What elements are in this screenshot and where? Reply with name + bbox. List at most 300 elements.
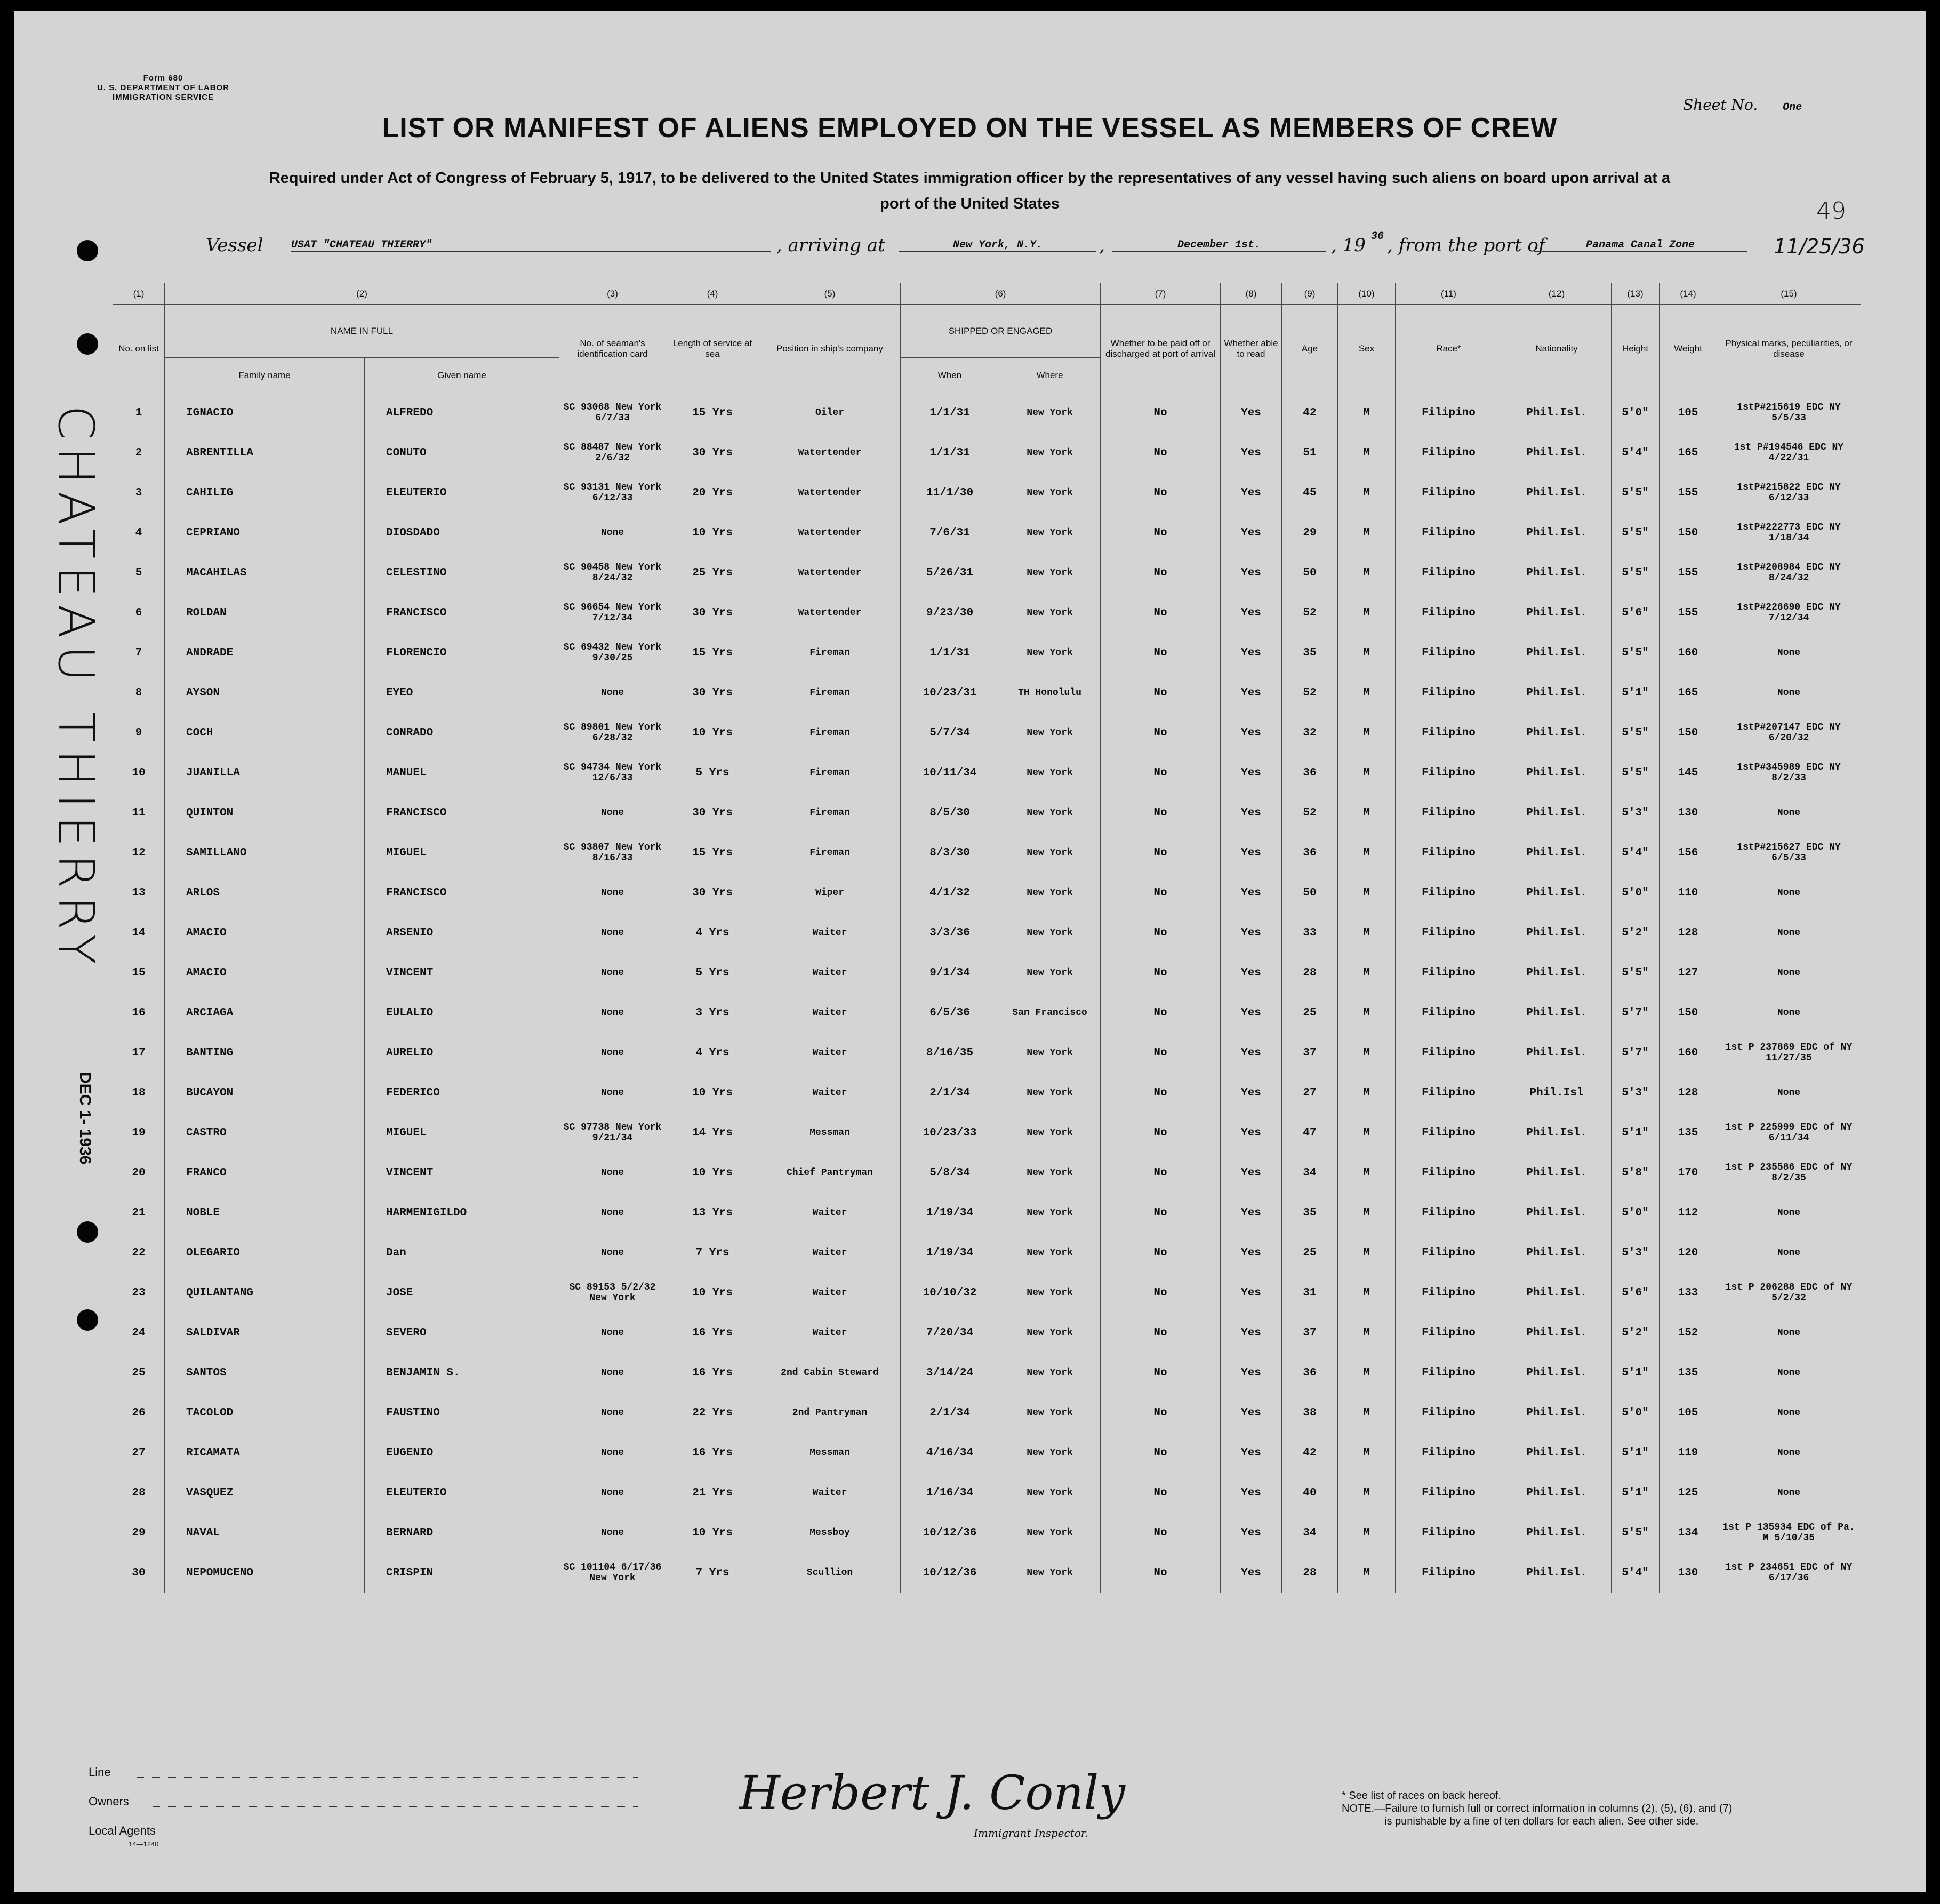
age-cell: 35 bbox=[1282, 1193, 1338, 1233]
subtitle-line-2: port of the United States bbox=[880, 195, 1060, 212]
note-failure: NOTE.—Failure to furnish full or correct information in columns (2), (5), (6), and (7) bbox=[1342, 1803, 1733, 1814]
paid-off-cell: No bbox=[1101, 1473, 1221, 1513]
shipped-when-cell: 6/5/36 bbox=[901, 993, 999, 1033]
age-cell: 37 bbox=[1282, 1033, 1338, 1073]
given-name-cell: AURELIO bbox=[365, 1033, 559, 1073]
race-cell: Filipino bbox=[1396, 1313, 1502, 1353]
col-number: (9) bbox=[1282, 283, 1338, 305]
year-value: 36 bbox=[1371, 230, 1384, 243]
race-cell: Filipino bbox=[1396, 1233, 1502, 1273]
sheet-value: One bbox=[1773, 101, 1811, 114]
sex-cell: M bbox=[1338, 673, 1396, 713]
physical-marks-cell: 1stP#222773 EDC NY 1/18/34 bbox=[1717, 513, 1861, 553]
position-cell: Waiter bbox=[759, 913, 901, 953]
shipped-when-cell: 2/1/34 bbox=[901, 1073, 999, 1113]
given-name-cell: ELEUTERIO bbox=[365, 1473, 559, 1513]
age-cell: 31 bbox=[1282, 1273, 1338, 1313]
col-number: (4) bbox=[666, 283, 759, 305]
able-to-read-cell: Yes bbox=[1221, 993, 1282, 1033]
position-cell: Waiter bbox=[759, 1233, 901, 1273]
paid-off-cell: No bbox=[1101, 1393, 1221, 1433]
paid-off-cell: No bbox=[1101, 793, 1221, 833]
shipped-where-cell: New York bbox=[999, 1273, 1101, 1313]
header-length-service: Length of service at sea bbox=[666, 305, 759, 393]
nationality-cell: Phil.Isl. bbox=[1502, 1473, 1612, 1513]
header-name-in-full: NAME IN FULL bbox=[165, 305, 559, 358]
shipped-where-cell: New York bbox=[999, 833, 1101, 873]
family-name-cell: BANTING bbox=[165, 1033, 365, 1073]
age-cell: 38 bbox=[1282, 1393, 1338, 1433]
nationality-cell: Phil.Isl. bbox=[1502, 593, 1612, 633]
service-length-cell: 30 Yrs bbox=[666, 593, 759, 633]
physical-marks-cell: 1st P 237869 EDC of NY 11/27/35 bbox=[1717, 1033, 1861, 1073]
given-name-cell: CONRADO bbox=[365, 713, 559, 753]
shipped-when-cell: 11/1/30 bbox=[901, 473, 999, 513]
given-name-cell: FRANCISCO bbox=[365, 793, 559, 833]
sex-cell: M bbox=[1338, 1033, 1396, 1073]
service-length-cell: 10 Yrs bbox=[666, 513, 759, 553]
table-row bbox=[113, 1273, 1861, 1313]
position-cell: 2nd Cabin Steward bbox=[759, 1353, 901, 1393]
given-name-cell: CONUTO bbox=[365, 433, 559, 473]
given-name-cell: VINCENT bbox=[365, 1153, 559, 1193]
shipped-when-cell: 9/23/30 bbox=[901, 593, 999, 633]
sex-cell: M bbox=[1338, 1433, 1396, 1473]
family-name-cell: AMACIO bbox=[165, 913, 365, 953]
shipped-where-cell: New York bbox=[999, 873, 1101, 913]
col-number: (1) bbox=[113, 283, 165, 305]
vessel-value: USAT "CHATEAU THIERRY" bbox=[291, 239, 771, 252]
sex-cell: M bbox=[1338, 473, 1396, 513]
weight-cell: 150 bbox=[1660, 513, 1717, 553]
paid-off-cell: No bbox=[1101, 553, 1221, 593]
able-to-read-cell: Yes bbox=[1221, 1033, 1282, 1073]
given-name-cell: EUGENIO bbox=[365, 1433, 559, 1473]
row-number-cell: 21 bbox=[113, 1193, 165, 1233]
departure-port: Panama Canal Zone bbox=[1534, 239, 1747, 252]
race-cell: Filipino bbox=[1396, 633, 1502, 673]
shipped-when-cell: 5/7/34 bbox=[901, 713, 999, 753]
sex-cell: M bbox=[1338, 1193, 1396, 1233]
table-row bbox=[113, 713, 1861, 753]
table-row bbox=[113, 673, 1861, 713]
weight-cell: 152 bbox=[1660, 1313, 1717, 1353]
position-cell: Fireman bbox=[759, 753, 901, 793]
table-row bbox=[113, 1473, 1861, 1513]
header-race: Race* bbox=[1396, 305, 1502, 393]
given-name-cell: CRISPIN bbox=[365, 1553, 559, 1593]
row-number-cell: 4 bbox=[113, 513, 165, 553]
family-name-cell: CASTRO bbox=[165, 1113, 365, 1153]
able-to-read-cell: Yes bbox=[1221, 433, 1282, 473]
height-cell: 5'0" bbox=[1612, 873, 1660, 913]
race-cell: Filipino bbox=[1396, 1353, 1502, 1393]
race-cell: Filipino bbox=[1396, 1433, 1502, 1473]
able-to-read-cell: Yes bbox=[1221, 473, 1282, 513]
table-row bbox=[113, 1513, 1861, 1553]
sex-cell: M bbox=[1338, 633, 1396, 673]
able-to-read-cell: Yes bbox=[1221, 793, 1282, 833]
header-paid-off: Whether to be paid off or discharged at port of arrival bbox=[1101, 305, 1221, 393]
header-family-name: Family name bbox=[165, 358, 365, 393]
weight-cell: 170 bbox=[1660, 1153, 1717, 1193]
service-length-cell: 5 Yrs bbox=[666, 953, 759, 993]
given-name-cell: FRANCISCO bbox=[365, 873, 559, 913]
shipped-where-cell: New York bbox=[999, 393, 1101, 433]
age-cell: 28 bbox=[1282, 1553, 1338, 1593]
punch-hole bbox=[77, 1221, 98, 1243]
weight-cell: 155 bbox=[1660, 473, 1717, 513]
seaman-card-cell: None bbox=[559, 993, 666, 1033]
shipped-when-cell: 5/26/31 bbox=[901, 553, 999, 593]
sex-cell: M bbox=[1338, 1353, 1396, 1393]
nationality-cell: Phil.Isl. bbox=[1502, 1153, 1612, 1193]
height-cell: 5'5" bbox=[1612, 953, 1660, 993]
able-to-read-cell: Yes bbox=[1221, 753, 1282, 793]
nationality-cell: Phil.Isl. bbox=[1502, 953, 1612, 993]
service-length-cell: 10 Yrs bbox=[666, 1153, 759, 1193]
arrival-date: December 1st. bbox=[1112, 239, 1326, 252]
given-name-cell: ALFREDO bbox=[365, 393, 559, 433]
shipped-where-cell: New York bbox=[999, 1353, 1101, 1393]
seaman-card-cell: None bbox=[559, 873, 666, 913]
paid-off-cell: No bbox=[1101, 473, 1221, 513]
shipped-when-cell: 10/12/36 bbox=[901, 1553, 999, 1593]
paid-off-cell: No bbox=[1101, 833, 1221, 873]
header-sex: Sex bbox=[1338, 305, 1396, 393]
row-number-cell: 5 bbox=[113, 553, 165, 593]
family-name-cell: SAMILLANO bbox=[165, 833, 365, 873]
family-name-cell: COCH bbox=[165, 713, 365, 753]
header-position: Position in ship's company bbox=[759, 305, 901, 393]
shipped-when-cell: 10/12/36 bbox=[901, 1513, 999, 1553]
col-number: (7) bbox=[1101, 283, 1221, 305]
physical-marks-cell: 1stP#207147 EDC NY 6/20/32 bbox=[1717, 713, 1861, 753]
shipped-when-cell: 8/16/35 bbox=[901, 1033, 999, 1073]
weight-cell: 160 bbox=[1660, 633, 1717, 673]
height-cell: 5'4" bbox=[1612, 833, 1660, 873]
weight-cell: 130 bbox=[1660, 1553, 1717, 1593]
race-cell: Filipino bbox=[1396, 993, 1502, 1033]
weight-cell: 150 bbox=[1660, 713, 1717, 753]
height-cell: 5'4" bbox=[1612, 433, 1660, 473]
race-cell: Filipino bbox=[1396, 753, 1502, 793]
family-name-cell: ARLOS bbox=[165, 873, 365, 913]
row-number-cell: 24 bbox=[113, 1313, 165, 1353]
position-cell: Watertender bbox=[759, 513, 901, 553]
document-subtitle bbox=[78, 165, 1862, 217]
department-name: U. S. DEPARTMENT OF LABOR bbox=[97, 83, 230, 92]
position-cell: Waiter bbox=[759, 1313, 901, 1353]
height-cell: 5'3" bbox=[1612, 793, 1660, 833]
able-to-read-cell: Yes bbox=[1221, 1433, 1282, 1473]
physical-marks-cell: 1stP#215822 EDC NY 6/12/33 bbox=[1717, 473, 1861, 513]
header-no-on-list: No. on list bbox=[113, 305, 165, 393]
table-row bbox=[113, 833, 1861, 873]
physical-marks-cell: 1stP#345989 EDC NY 8/2/33 bbox=[1717, 753, 1861, 793]
column-number-row bbox=[113, 283, 1861, 305]
height-cell: 5'5" bbox=[1612, 473, 1660, 513]
given-name-cell: BENJAMIN S. bbox=[365, 1353, 559, 1393]
table-row bbox=[113, 593, 1861, 633]
physical-marks-cell: None bbox=[1717, 793, 1861, 833]
family-name-cell: ARCIAGA bbox=[165, 993, 365, 1033]
physical-marks-cell: 1st P 235586 EDC of NY 8/2/35 bbox=[1717, 1153, 1861, 1193]
nationality-cell: Phil.Isl. bbox=[1502, 433, 1612, 473]
table-row bbox=[113, 1353, 1861, 1393]
sex-cell: M bbox=[1338, 1513, 1396, 1553]
shipped-where-cell: New York bbox=[999, 713, 1101, 753]
nationality-cell: Phil.Isl. bbox=[1502, 713, 1612, 753]
service-length-cell: 7 Yrs bbox=[666, 1233, 759, 1273]
paid-off-cell: No bbox=[1101, 393, 1221, 433]
header-age: Age bbox=[1282, 305, 1338, 393]
paid-off-cell: No bbox=[1101, 1153, 1221, 1193]
shipped-when-cell: 1/1/31 bbox=[901, 433, 999, 473]
sex-cell: M bbox=[1338, 913, 1396, 953]
race-cell: Filipino bbox=[1396, 1193, 1502, 1233]
nationality-cell: Phil.Isl. bbox=[1502, 633, 1612, 673]
position-cell: Waiter bbox=[759, 1273, 901, 1313]
race-cell: Filipino bbox=[1396, 1513, 1502, 1553]
height-cell: 5'6" bbox=[1612, 1273, 1660, 1313]
seaman-card-cell: None bbox=[559, 1513, 666, 1553]
paid-off-cell: No bbox=[1101, 1513, 1221, 1553]
footer-notes bbox=[1342, 1789, 1886, 1828]
service-length-cell: 30 Yrs bbox=[666, 433, 759, 473]
paid-off-cell: No bbox=[1101, 1113, 1221, 1153]
col-number: (13) bbox=[1612, 283, 1660, 305]
able-to-read-cell: Yes bbox=[1221, 1313, 1282, 1353]
weight-cell: 128 bbox=[1660, 1073, 1717, 1113]
shipped-where-cell: New York bbox=[999, 553, 1101, 593]
shipped-when-cell: 7/6/31 bbox=[901, 513, 999, 553]
table-row bbox=[113, 753, 1861, 793]
race-cell: Filipino bbox=[1396, 1393, 1502, 1433]
row-number-cell: 7 bbox=[113, 633, 165, 673]
row-number-cell: 6 bbox=[113, 593, 165, 633]
able-to-read-cell: Yes bbox=[1221, 1553, 1282, 1593]
vessel-label: Vessel bbox=[206, 235, 263, 256]
age-cell: 42 bbox=[1282, 1433, 1338, 1473]
family-name-cell: JUANILLA bbox=[165, 753, 365, 793]
shipped-when-cell: 1/1/31 bbox=[901, 393, 999, 433]
weight-cell: 120 bbox=[1660, 1233, 1717, 1273]
family-name-cell: ANDRADE bbox=[165, 633, 365, 673]
height-cell: 5'8" bbox=[1612, 1153, 1660, 1193]
shipped-where-cell: TH Honolulu bbox=[999, 673, 1101, 713]
able-to-read-cell: Yes bbox=[1221, 1353, 1282, 1393]
physical-marks-cell: None bbox=[1717, 1073, 1861, 1113]
able-to-read-cell: Yes bbox=[1221, 1113, 1282, 1153]
shipped-where-cell: New York bbox=[999, 953, 1101, 993]
service-length-cell: 15 Yrs bbox=[666, 833, 759, 873]
shipped-where-cell: New York bbox=[999, 1033, 1101, 1073]
table-row bbox=[113, 1233, 1861, 1273]
shipped-where-cell: New York bbox=[999, 1553, 1101, 1593]
row-number-cell: 3 bbox=[113, 473, 165, 513]
given-name-cell: FLORENCIO bbox=[365, 633, 559, 673]
physical-marks-cell: None bbox=[1717, 1433, 1861, 1473]
physical-marks-cell: None bbox=[1717, 993, 1861, 1033]
family-name-cell: QUILANTANG bbox=[165, 1273, 365, 1313]
nationality-cell: Phil.Isl. bbox=[1502, 513, 1612, 553]
row-number-cell: 13 bbox=[113, 873, 165, 913]
shipped-where-cell: New York bbox=[999, 913, 1101, 953]
paid-off-cell: No bbox=[1101, 1073, 1221, 1113]
race-cell: Filipino bbox=[1396, 1553, 1502, 1593]
sex-cell: M bbox=[1338, 1233, 1396, 1273]
sex-cell: M bbox=[1338, 1473, 1396, 1513]
service-length-cell: 3 Yrs bbox=[666, 993, 759, 1033]
race-cell: Filipino bbox=[1396, 1473, 1502, 1513]
seaman-card-cell: None bbox=[559, 913, 666, 953]
position-cell: Waiter bbox=[759, 1033, 901, 1073]
height-cell: 5'5" bbox=[1612, 513, 1660, 553]
age-cell: 47 bbox=[1282, 1113, 1338, 1153]
nationality-cell: Phil.Isl. bbox=[1502, 793, 1612, 833]
service-length-cell: 7 Yrs bbox=[666, 1553, 759, 1593]
able-to-read-cell: Yes bbox=[1221, 593, 1282, 633]
table-row bbox=[113, 473, 1861, 513]
shipped-where-cell: New York bbox=[999, 513, 1101, 553]
family-name-cell: ABRENTILLA bbox=[165, 433, 365, 473]
service-length-cell: 20 Yrs bbox=[666, 473, 759, 513]
col-number: (5) bbox=[759, 283, 901, 305]
age-cell: 34 bbox=[1282, 1513, 1338, 1553]
age-cell: 32 bbox=[1282, 713, 1338, 753]
weight-cell: 145 bbox=[1660, 753, 1717, 793]
shipped-where-cell: San Francisco bbox=[999, 993, 1101, 1033]
nationality-cell: Phil.Isl. bbox=[1502, 1313, 1612, 1353]
able-to-read-cell: Yes bbox=[1221, 1513, 1282, 1553]
position-cell: Oiler bbox=[759, 393, 901, 433]
shipped-when-cell: 3/14/24 bbox=[901, 1353, 999, 1393]
weight-cell: 110 bbox=[1660, 873, 1717, 913]
sex-cell: M bbox=[1338, 993, 1396, 1033]
seaman-card-cell: None bbox=[559, 1313, 666, 1353]
service-length-cell: 14 Yrs bbox=[666, 1113, 759, 1153]
shipped-when-cell: 1/19/34 bbox=[901, 1193, 999, 1233]
shipped-where-cell: New York bbox=[999, 633, 1101, 673]
position-cell: Fireman bbox=[759, 833, 901, 873]
height-cell: 5'0" bbox=[1612, 1393, 1660, 1433]
form-code: 14—1240 bbox=[129, 1840, 159, 1848]
ship-name-annotation: CHATEAU THIERRY bbox=[47, 405, 105, 972]
paid-off-cell: No bbox=[1101, 433, 1221, 473]
able-to-read-cell: Yes bbox=[1221, 1073, 1282, 1113]
seaman-card-cell: None bbox=[559, 1433, 666, 1473]
given-name-cell: FEDERICO bbox=[365, 1073, 559, 1113]
shipped-where-cell: New York bbox=[999, 793, 1101, 833]
col-number: (2) bbox=[165, 283, 559, 305]
note-fine: is punishable by a fine of ten dollars for each alien. See other side. bbox=[1384, 1815, 1699, 1827]
weight-cell: 128 bbox=[1660, 913, 1717, 953]
nationality-cell: Phil.Isl. bbox=[1502, 1553, 1612, 1593]
header-where: Where bbox=[999, 358, 1101, 393]
height-cell: 5'5" bbox=[1612, 1513, 1660, 1553]
age-cell: 51 bbox=[1282, 433, 1338, 473]
paid-off-cell: No bbox=[1101, 993, 1221, 1033]
paid-off-cell: No bbox=[1101, 873, 1221, 913]
position-cell: Fireman bbox=[759, 673, 901, 713]
height-cell: 5'5" bbox=[1612, 753, 1660, 793]
weight-cell: 119 bbox=[1660, 1433, 1717, 1473]
header-seaman-card: No. of seaman's identification card bbox=[559, 305, 666, 393]
year-prefix: , 19 bbox=[1331, 235, 1366, 256]
race-cell: Filipino bbox=[1396, 673, 1502, 713]
header-given-name: Given name bbox=[365, 358, 559, 393]
shipped-where-cell: New York bbox=[999, 1073, 1101, 1113]
table-row bbox=[113, 1153, 1861, 1193]
nationality-cell: Phil.Isl. bbox=[1502, 1353, 1612, 1393]
sex-cell: M bbox=[1338, 793, 1396, 833]
physical-marks-cell: 1st P#194546 EDC NY 4/22/31 bbox=[1717, 433, 1861, 473]
service-length-cell: 25 Yrs bbox=[666, 553, 759, 593]
table-row bbox=[113, 1033, 1861, 1073]
row-number-cell: 26 bbox=[113, 1393, 165, 1433]
table-row bbox=[113, 1433, 1861, 1473]
family-name-cell: CEPRIANO bbox=[165, 513, 365, 553]
shipped-when-cell: 10/10/32 bbox=[901, 1273, 999, 1313]
vessel-line: Vessel USAT "CHATEAU THIERRY" , arriving at New York, N.Y. , December 1st. , 19 36 , from the port of Panama Canal Zone bbox=[206, 235, 1752, 261]
sex-cell: M bbox=[1338, 833, 1396, 873]
family-name-cell: OLEGARIO bbox=[165, 1233, 365, 1273]
height-cell: 5'1" bbox=[1612, 1113, 1660, 1153]
sex-cell: M bbox=[1338, 753, 1396, 793]
service-length-cell: 5 Yrs bbox=[666, 753, 759, 793]
service-length-cell: 13 Yrs bbox=[666, 1193, 759, 1233]
service-length-cell: 30 Yrs bbox=[666, 673, 759, 713]
physical-marks-cell: None bbox=[1717, 633, 1861, 673]
given-name-cell: HARMENIGILDO bbox=[365, 1193, 559, 1233]
height-cell: 5'3" bbox=[1612, 1073, 1660, 1113]
age-cell: 50 bbox=[1282, 553, 1338, 593]
age-cell: 25 bbox=[1282, 1233, 1338, 1273]
paid-off-cell: No bbox=[1101, 513, 1221, 553]
row-number-cell: 17 bbox=[113, 1033, 165, 1073]
seaman-card-cell: None bbox=[559, 953, 666, 993]
sex-cell: M bbox=[1338, 513, 1396, 553]
row-number-cell: 27 bbox=[113, 1433, 165, 1473]
nationality-cell: Phil.Isl. bbox=[1502, 993, 1612, 1033]
sheet-number bbox=[1683, 96, 1811, 114]
able-to-read-cell: Yes bbox=[1221, 1233, 1282, 1273]
shipped-when-cell: 3/3/36 bbox=[901, 913, 999, 953]
sex-cell: M bbox=[1338, 1393, 1396, 1433]
race-cell: Filipino bbox=[1396, 953, 1502, 993]
physical-marks-cell: None bbox=[1717, 953, 1861, 993]
height-cell: 5'2" bbox=[1612, 1313, 1660, 1353]
seaman-card-cell: SC 90458 New York 8/24/32 bbox=[559, 553, 666, 593]
seaman-card-cell: SC 97738 New York 9/21/34 bbox=[559, 1113, 666, 1153]
paid-off-cell: No bbox=[1101, 913, 1221, 953]
given-name-cell: MIGUEL bbox=[365, 833, 559, 873]
family-name-cell: RICAMATA bbox=[165, 1433, 365, 1473]
position-cell: Fireman bbox=[759, 793, 901, 833]
height-cell: 5'7" bbox=[1612, 1033, 1660, 1073]
given-name-cell: JOSE bbox=[365, 1273, 559, 1313]
able-to-read-cell: Yes bbox=[1221, 633, 1282, 673]
height-cell: 5'1" bbox=[1612, 673, 1660, 713]
nationality-cell: Phil.Isl. bbox=[1502, 1193, 1612, 1233]
physical-marks-cell: None bbox=[1717, 1193, 1861, 1233]
nationality-cell: Phil.Isl. bbox=[1502, 753, 1612, 793]
weight-cell: 112 bbox=[1660, 1193, 1717, 1233]
shipped-where-cell: New York bbox=[999, 1113, 1101, 1153]
race-cell: Filipino bbox=[1396, 1153, 1502, 1193]
paid-off-cell: No bbox=[1101, 713, 1221, 753]
